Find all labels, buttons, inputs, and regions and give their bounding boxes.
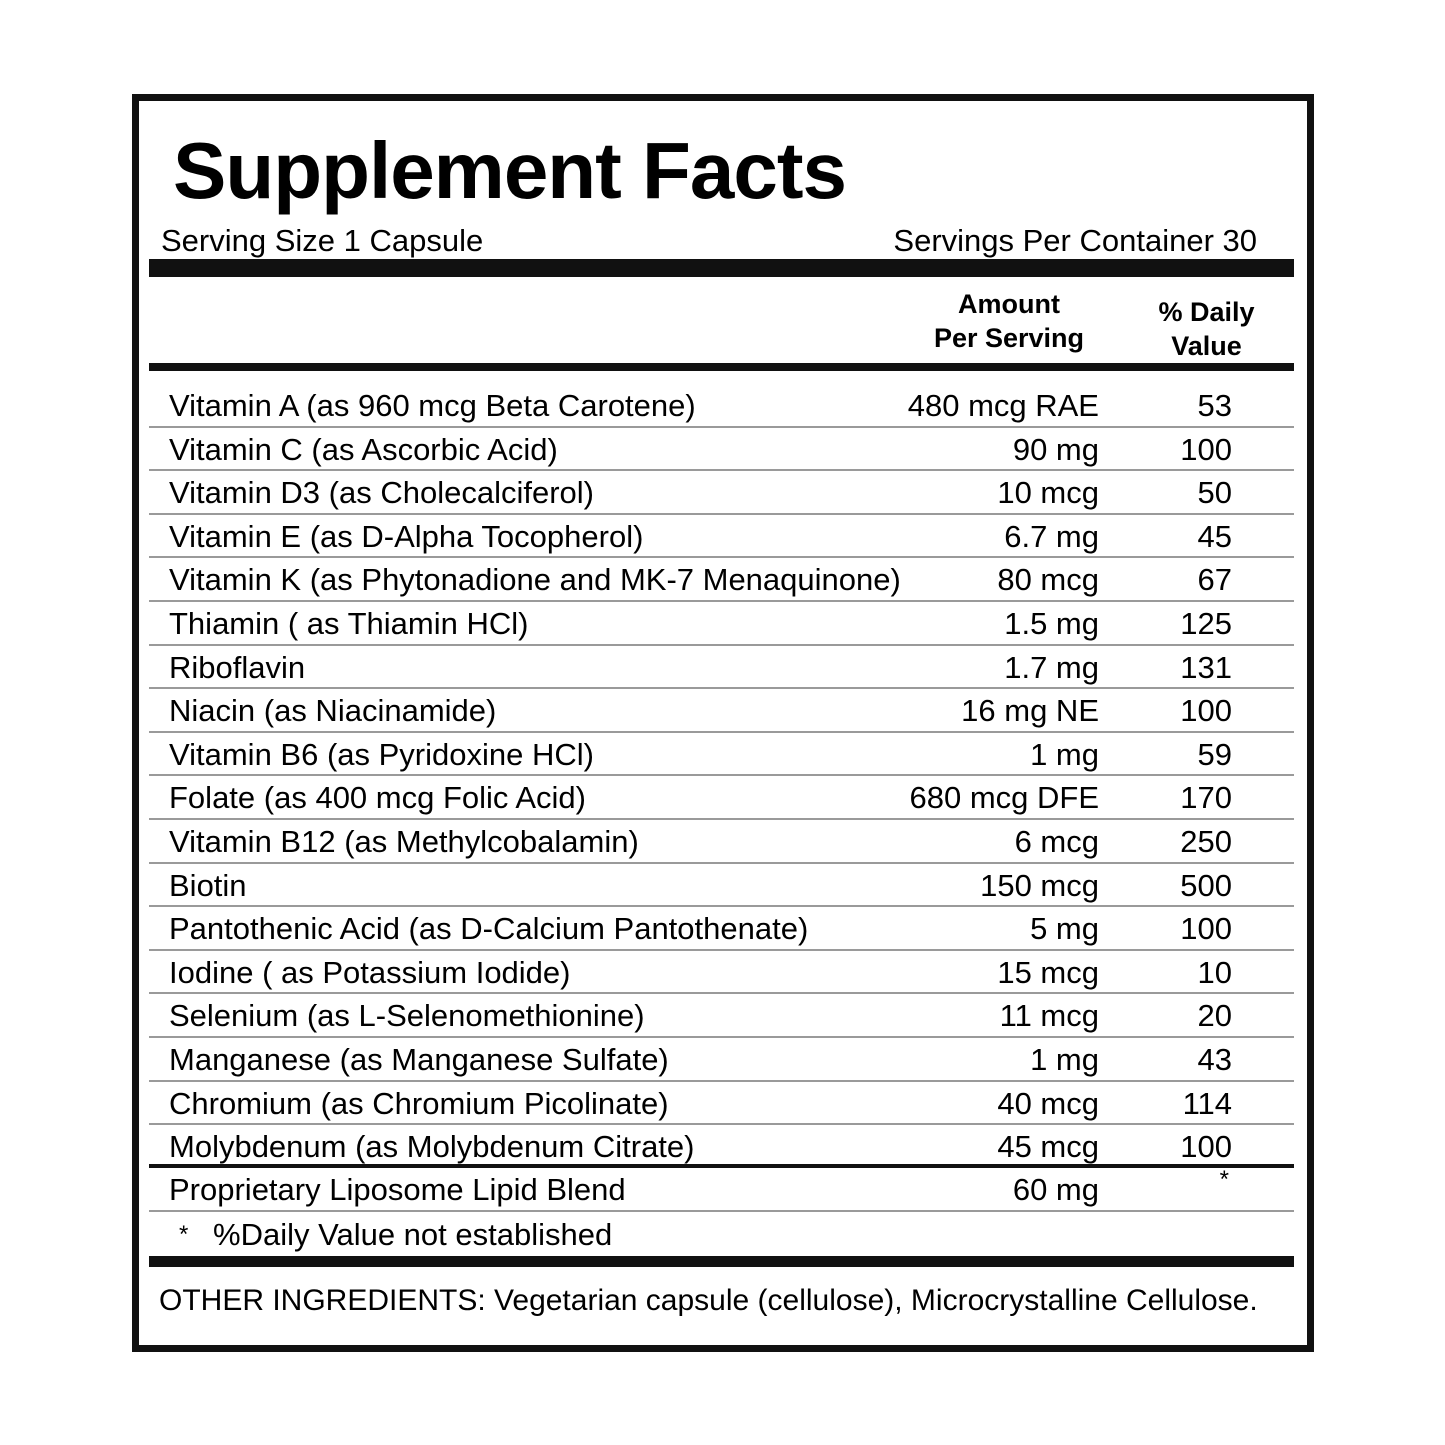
- nutrient-amount: 40 mcg: [997, 1085, 1099, 1121]
- blend-dv: *: [1219, 1166, 1229, 1193]
- nutrient-name: Vitamin A (as 960 mcg Beta Carotene): [169, 388, 696, 423]
- nutrient-row: [149, 1082, 1294, 1126]
- nutrient-amount: 6.7 mg: [1004, 518, 1099, 554]
- nutrient-row: [149, 776, 1294, 820]
- header-dv-line1: % Daily: [1158, 297, 1255, 327]
- nutrient-dv: 100: [1180, 693, 1232, 729]
- nutrient-name: Folate (as 400 mcg Folic Acid): [169, 780, 586, 816]
- nutrient-name: Riboflavin: [169, 649, 306, 685]
- nutrient-amount: 1.5 mg: [1004, 605, 1099, 641]
- nutrient-dv: 10: [1197, 954, 1232, 990]
- nutrient-name: Thiamin ( as Thiamin HCl): [169, 605, 529, 641]
- nutrient-amount: 45 mcg: [997, 1129, 1099, 1165]
- nutrient-row: [149, 907, 1294, 951]
- header-daily-value: [1134, 295, 1279, 363]
- nutrient-amount: 680 mcg DFE: [909, 780, 1099, 816]
- nutrient-name: Chromium (as Chromium Picolinate): [169, 1085, 669, 1121]
- header-amount-per-serving: [929, 287, 1089, 355]
- nutrient-amount: 15 mcg: [997, 954, 1099, 990]
- nutrient-amount: 1 mg: [1030, 1041, 1099, 1077]
- header-divider: [149, 363, 1294, 371]
- nutrient-row: [149, 428, 1294, 472]
- supplement-facts-panel: [132, 94, 1314, 1352]
- nutrient-row: [149, 646, 1294, 690]
- nutrient-name: Biotin: [169, 867, 247, 903]
- nutrient-name: Vitamin B6 (as Pyridoxine HCl): [169, 736, 594, 772]
- nutrient-row: [149, 515, 1294, 559]
- nutrient-name: Iodine ( as Potassium Iodide): [169, 954, 571, 990]
- blend-row: [149, 1168, 1294, 1212]
- nutrient-dv: 20: [1197, 998, 1232, 1034]
- nutrient-row: [149, 820, 1294, 864]
- label-title: Supplement Facts: [173, 126, 847, 215]
- nutrient-row: [149, 1038, 1294, 1082]
- blend-amount: 60 mg: [1012, 1172, 1099, 1207]
- nutrient-dv: 100: [1180, 911, 1232, 947]
- footnote-star: *: [179, 1221, 189, 1248]
- nutrient-row: [149, 994, 1294, 1038]
- header-amount-line2: Per Serving: [933, 323, 1085, 353]
- nutrient-row: [149, 1125, 1294, 1169]
- nutrient-dv: 100: [1180, 431, 1232, 467]
- nutrient-row: [149, 558, 1294, 602]
- nutrient-dv: 67: [1197, 562, 1232, 598]
- nutrient-amount: 11 mcg: [999, 998, 1099, 1034]
- nutrient-row: [149, 864, 1294, 908]
- nutrient-row: [149, 733, 1294, 777]
- nutrient-name: Pantothenic Acid (as D-Calcium Pantothenate): [169, 911, 809, 947]
- nutrient-row: [149, 602, 1294, 646]
- nutrient-dv: 114: [1182, 1085, 1232, 1121]
- nutrient-dv: 500: [1180, 867, 1232, 903]
- nutrient-amount: 150 mcg: [980, 867, 1099, 903]
- nutrient-dv: 100: [1180, 1129, 1232, 1165]
- nutrient-name: Vitamin C (as Ascorbic Acid): [169, 431, 558, 467]
- nutrient-name: Molybdenum (as Molybdenum Citrate): [169, 1129, 695, 1165]
- blend-name: Proprietary Liposome Lipid Blend: [169, 1172, 626, 1207]
- nutrient-name: Selenium (as L-Selenomethionine): [169, 998, 645, 1034]
- nutrient-amount: 480 mcg RAE: [907, 388, 1099, 423]
- nutrient-dv: 45: [1197, 518, 1232, 554]
- header-dv-line2: Value: [1171, 331, 1242, 361]
- nutrient-amount: 5 mg: [1030, 911, 1099, 947]
- nutrient-amount: 16 mg NE: [961, 693, 1099, 729]
- footnote: [179, 1215, 612, 1255]
- nutrient-dv: 50: [1197, 475, 1232, 511]
- nutrient-dv: 43: [1197, 1041, 1232, 1077]
- nutrient-name: Niacin (as Niacinamide): [169, 693, 497, 729]
- nutrient-amount: 1.7 mg: [1004, 649, 1099, 685]
- servings-per-container: Servings Per Container 30: [893, 223, 1257, 258]
- nutrient-dv: 170: [1180, 780, 1232, 816]
- header-amount-line1: Amount: [958, 289, 1060, 319]
- nutrient-row: [149, 471, 1294, 515]
- nutrient-dv: 59: [1197, 736, 1232, 772]
- nutrient-dv: 131: [1180, 649, 1232, 685]
- nutrient-amount: 80 mcg: [997, 562, 1099, 598]
- nutrient-amount: 90 mg: [1012, 431, 1099, 467]
- nutrient-name: Manganese (as Manganese Sulfate): [169, 1041, 669, 1077]
- nutrient-name: Vitamin K (as Phytonadione and MK-7 Menaquinone): [169, 562, 901, 598]
- nutrient-row: [149, 689, 1294, 733]
- nutrient-dv: 250: [1180, 823, 1232, 859]
- nutrient-dv: 53: [1197, 388, 1232, 423]
- thick-divider: [149, 259, 1294, 277]
- nutrient-amount: 6 mcg: [1014, 823, 1099, 859]
- nutrient-row: [149, 384, 1294, 428]
- footnote-text: %Daily Value not established: [213, 1217, 613, 1252]
- serving-size: Serving Size 1 Capsule: [161, 223, 484, 258]
- nutrient-name: Vitamin D3 (as Cholecalciferol): [169, 475, 594, 511]
- nutrient-amount: 10 mcg: [997, 475, 1099, 511]
- nutrient-row: [149, 951, 1294, 995]
- nutrient-table: [149, 384, 1294, 1169]
- nutrient-dv: 125: [1180, 605, 1232, 641]
- bottom-divider: [149, 1256, 1294, 1267]
- nutrient-name: Vitamin B12 (as Methylcobalamin): [169, 823, 639, 859]
- other-ingredients: OTHER INGREDIENTS: Vegetarian capsule (cellulose), Microcrystalline Cellulose.: [159, 1284, 1258, 1317]
- nutrient-name: Vitamin E (as D-Alpha Tocopherol): [169, 518, 644, 554]
- nutrient-amount: 1 mg: [1030, 736, 1099, 772]
